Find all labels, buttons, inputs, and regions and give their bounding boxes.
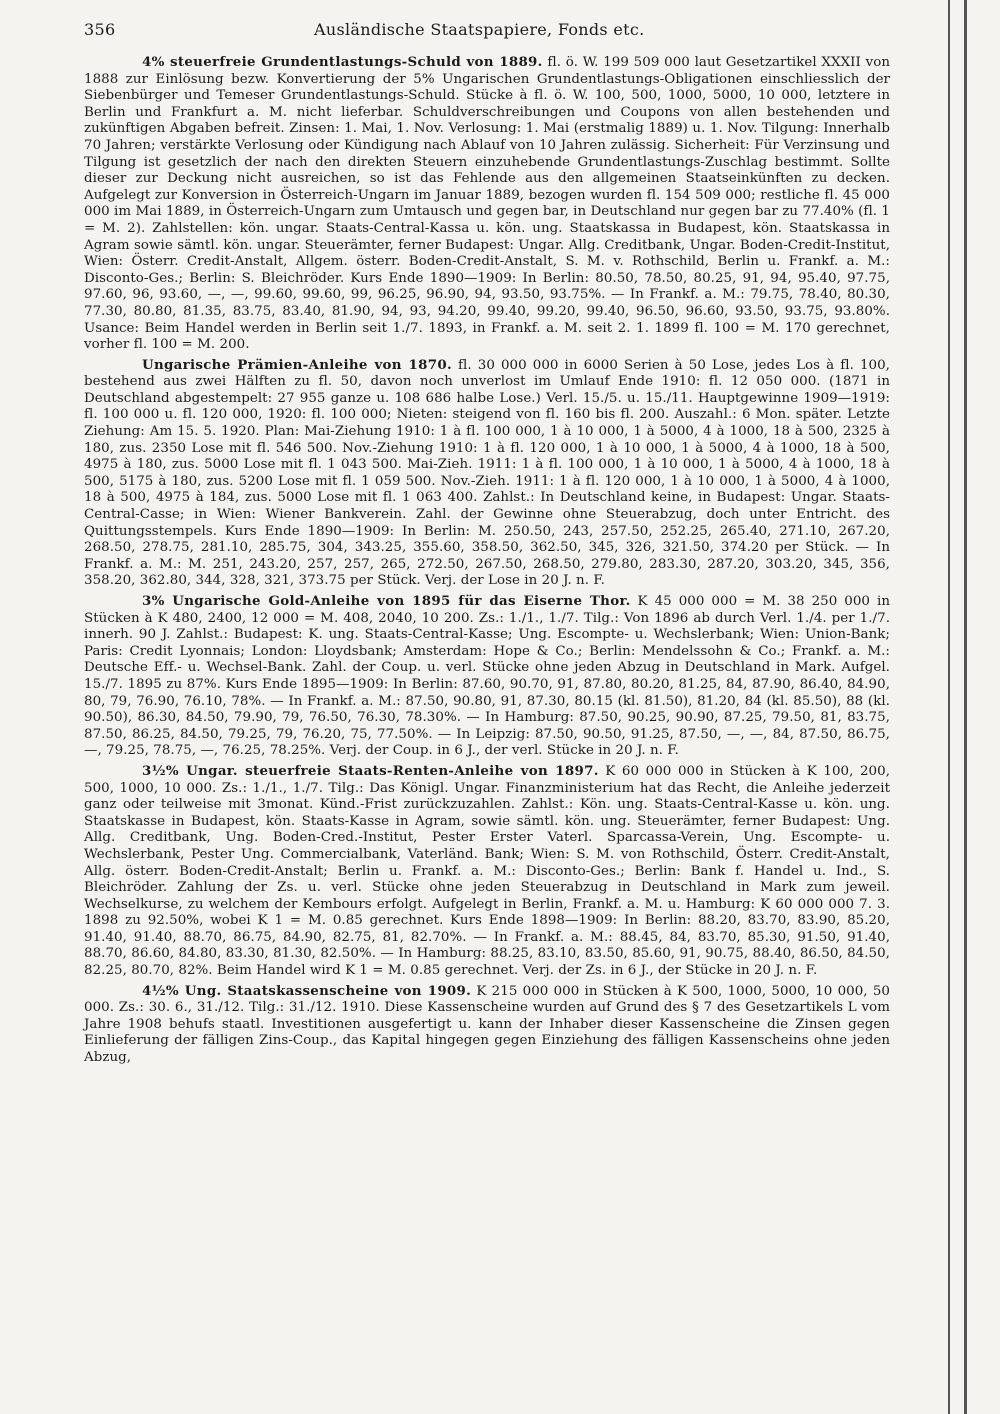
entry-title: 4½% Ung. Staatskassenscheine von 1909. xyxy=(142,982,472,999)
entry-grundentlastungs-schuld xyxy=(84,54,890,354)
entry-staats-renten-anleihe xyxy=(84,763,890,980)
entry-title: 3½% Ungar. steuerfreie Staats-Renten-Anleihe von 1897. xyxy=(142,762,599,779)
page-edge xyxy=(938,0,1000,1414)
entry-body: K 60 000 000 in Stücken à K 100, 200, 500, 1000, 10 000. Zs.: 1./1., 1./7. Tilg.: Das Königl. Ungar. Finanzministerium hat das Recht, die Anleihe jederzeit ganz oder teilweise mit 3monat. Künd.-Frist zurückzuzahlen. Zahlst.: Kön. ung. Staats-Central-Kasse u. kön. ung. Staatskasse in Budapest, kön. Staats-Kasse in Agram, sowie sämtl. kön. ung. Steuerämter, ferner Budapest: Ung. Allg. Creditbank, Ung. Boden-Cred.-Institut, Pester Erster Vaterl. Sparcassa-Verein, Ung. Escompte- u. Wechslerbank, Pester Ung. Commercialbank, Vaterländ. Bank; Wien: S. M. von Rothschild, Österr. Credit-Anstalt, Allg. österr. Boden-Credit-Anstalt; Berlin u. Frankf. a. M.: Disconto-Ges.; Berlin: Bank f. Handel u. Ind., S. Bleichröder. Zahlung der Zs. u. verl. Stücke ohne jeden Steuerabzug in Deutschland in Mark zum jeweil. Wechselkurse, zu welchem der Kembours erfolgt. Aufgelegt in Berlin, Frankf. a. M. u. Hamburg: K 60 000 000 7. 3. 1898 zu 92.50%, wobei K 1 = M. 0.85 gerechnet. Kurs Ende 1898—1909: In Berlin: 88.20, 83.70, 83.90, 85.20, 91.40, 91.40, 88.70, 86.75, 84.90, 82.75, 81, 82.70%. — In Frankf. a. M.: 88.45, 84, 83.70, 85.30, 91.50, 91.40, 88.70, 86.60, 84.80, 83.30, 81.30, 82.50%. — In Hamburg: 88.25, 83.10, 83.50, 85.60, 91, 90.75, 88.40, 86.50, 84.50, 82.25, 80.70, 82%. Beim Handel wird K 1 = M. 0.85 gerechnet. Verj. der Zs. in 6 J., der Stücke in 20 J. n. F. xyxy=(84,763,890,979)
entry-title: 3% Ungarische Gold-Anleihe von 1895 für das Eiserne Thor. xyxy=(142,593,631,609)
page-number: 356 xyxy=(84,20,116,39)
entry-praemien-anleihe xyxy=(84,357,890,590)
entry-body: K 215 000 000 in Stücken à K 500, 1000, 5000, 10 000, 50 000. Zs.: 30. 6., 31./12. Tilg.: 31./12. 1910. Diese Kassenscheine wurden auf Grund des § 7 des Gesetzartikels L vom Jahre 1908 behufs staatl. Investitionen ausgefertigt u. kann der Inhaber dieser Kassenscheine die Zinsen gegen Einlieferung der fälligen Zins-Coup., das Kapital hingegen gegen Einziehung des fälligen Kassenscheins ohne jeden Abzug, xyxy=(84,983,890,1066)
document-page xyxy=(84,20,890,1067)
entry-body: fl. ö. W. 199 509 000 laut Gesetzartikel XXXII von 1888 zur Einlösung bezw. Konvertierung der 5% Ungarischen Grundentlastungs-Obligationen einschliesslich der Siebenbürger und Temeser Grundentlastungs-Schuld. Stücke à fl. ö. W. 100, 500, 1000, 5000, 10 000, letztere in Berlin und Frankfurt a. M. nicht lieferbar. Schuldverschreibungen und Coupons von allen bestehenden und zukünftigen Abgaben befreit. Zinsen: 1. Mai, 1. Nov. Verlosung: 1. Mai (erstmalig 1889) u. 1. Nov. Tilgung: Innerhalb 70 Jahren; verstärkte Verlosung oder Kündigung nach Ablauf von 10 Jahren zulässig. Sicherheit: Für Verzinsung und Tilgung ist gesetzlich der nach den direkten Steuern einzuhebende Grundentlastungs-Zuschlag bestimmt. Sollte dieser zur Deckung nicht ausreichen, so ist das Fehlende aus den allgemeinen Staatseinkünften zu decken. Aufgelegt zur Konversion in Österreich-Ungarn im Januar 1889, bezogen wurden fl. 154 509 000; restliche fl. 45 000 000 im Mai 1889, in Österreich-Ungarn zum Umtausch und gegen bar, in Deutschland nur gegen bar zu 77.40% (fl. 1 = M. 2). Zahlstellen: kön. ungar. Staats-Central-Kassa u. kön. ung. Staatskassa in Budapest, kön. Staatskassa in Agram sowie sämtl. kön. ungar. Steuerämter, ferner Budapest: Ungar. Allg. Creditbank, Ungar. Boden-Credit-Institut, Wien: Österr. Credit-Anstalt, Allgem. österr. Boden-Credit-Anstalt, S. M. v. Rothschild, Berlin u. Frankf. a. M.: Disconto-Ges.; Berlin: S. Bleichröder. Kurs Ende 1890—1909: In Berlin: 80.50, 78.50, 80.25, 91, 94, 95.40, 97.75, 97.60, 96, 93.60, —, —, 99.60, 99.60, 99, 96.25, 96.90, 94, 93.50, 93.75%. — In Frankf. a. M.: 79.75, 78.40, 80.30, 77.30, 80.80, 81.35, 83.75, 83.40, 81.90, 94, 93, 94.20, 99.40, 99.20, 99.40, 96.50, 96.60, 93.50, 93.75, 93.80%. Usance: Beim Handel werden in Berlin seit 1./7. 1893, in Frankf. a. M. seit 2. 1. 1899 fl. 100 = M. 170 gerechnet, vorher fl. 100 = M. 200. xyxy=(84,55,890,353)
entry-staatskassenscheine xyxy=(84,983,890,1067)
entry-title: Ungarische Prämien-Anleihe von 1870. xyxy=(142,356,452,373)
edge-line xyxy=(964,0,967,1414)
entry-body: K 45 000 000 = M. 38 250 000 in Stücken à K 480, 2400, 12 000 = M. 408, 2040, 10 200. Zs.: 1./1., 1./7. Tilg.: Von 1896 ab durch Verl. 1./4. per 1./7. innerh. 90 J. Zahlst.: Budapest: K. ung. Staats-Central-Kasse; Ung. Escompte- u. Wechslerbank; Wien: Union-Bank; Paris: Credit Lyonnais; London: Lloydsbank; Amsterdam: Hope & Co.; Berlin: Mendelssohn & Co.; Frankf. a. M.: Deutsche Eff.- u. Wechsel-Bank. Zahl. der Coup. u. verl. Stücke ohne jeden Abzug in Deutschland in Mark. Aufgel. 15./7. 1895 zu 87%. Kurs Ende 1895—1909: In Berlin: 87.60, 90.70, 91, 87.80, 80.20, 81.25, 84, 87.90, 86.40, 84.90, 80, 79, 76.90, 76.10, 78%. — In Frankf. a. M.: 87.50, 90.80, 91, 87.30, 80.15 (kl. 81.50), 81.20, 84 (kl. 85.50), 88 (kl. 90.50), 86.30, 84.50, 79.90, 79, 76.50, 76.30, 78.30%. — In Hamburg: 87.50, 90.25, 90.90, 87.25, 79.50, 81, 83.75, 87.50, 86.25, 84.50, 79.25, 79, 76.20, 75, 77.50%. — In Leipzig: 87.50, 90.50, 91.25, 87.50, —, —, 84, 87.50, 86.75, —, 79.25, 78.75, —, 76.25, 78.25%. Verj. der Coup. in 6 J., der verl. Stücke in 20 J. n. F. xyxy=(84,594,890,759)
running-title: Ausländische Staatspapiere, Fonds etc. xyxy=(314,20,645,39)
entry-title: 4% steuerfreie Grundentlastungs-Schuld von 1889. xyxy=(142,54,543,70)
edge-line xyxy=(948,0,950,1414)
entry-body: fl. 30 000 000 in 6000 Serien à 50 Lose, jedes Los à fl. 100, bestehend aus zwei Hälften zu fl. 50, davon noch unverlost im Umlauf Ende 1910: fl. 12 050 000. (1871 in Deutschland abgestempelt: 27 955 ganze u. 108 686 halbe Lose.) Verl. 15./5. u. 15./11. Hauptgewinne 1909—1919: fl. 100 000 u. fl. 120 000, 1920: fl. 100 000; Nieten: steigend von fl. 160 bis fl. 200. Auszahl.: 6 Mon. später. Letzte Ziehung: Am 15. 5. 1920. Plan: Mai-Ziehung 1910: 1 à fl. 100 000, 1 à 10 000, 1 à 5000, 4 à 1000, 18 à 500, 2325 à 180, zus. 2350 Lose mit fl. 546 500. Nov.-Ziehung 1910: 1 à fl. 120 000, 1 à 10 000, 1 à 5000, 4 à 1000, 18 à 500, 4975 à 180, zus. 5000 Lose mit fl. 1 043 500. Mai-Zieh. 1911: 1 à fl. 100 000, 1 à 10 000, 1 à 5000, 4 à 1000, 18 à 500, 5175 à 180, zus. 5200 Lose mit fl. 1 059 500. Nov.-Zieh. 1911: 1 à fl. 120 000, 1 à 10 000, 1 à 5000, 4 à 1000, 18 à 500, 4975 à 184, zus. 5000 Lose mit fl. 1 063 400. Zahlst.: In Deutschland keine, in Budapest: Ungar. Staats-Central-Casse; in Wien: Wiener Bankverein. Zahl. der Gewinne ohne Steuerabzug, doch unter Entricht. des Quittungsstempels. Kurs Ende 1890—1909: In Berlin: M. 250.50, 243, 257.50, 252.25, 265.40, 271.10, 267.20, 268.50, 278.75, 281.10, 285.75, 304, 343.25, 355.60, 358.50, 362.50, 345, 326, 321.50, 374.20 per Stück. — In Frankf. a. M.: M. 251, 243.20, 257, 257, 265, 272.50, 267.50, 268.50, 279.80, 283.30, 287.20, 303.20, 345, 356, 358.20, 362.80, 344, 328, 321, 373.75 per Stück. Verj. der Lose in 20 J. n. F. xyxy=(84,357,890,589)
entry-gold-anleihe xyxy=(84,593,890,760)
page-header xyxy=(84,20,890,54)
